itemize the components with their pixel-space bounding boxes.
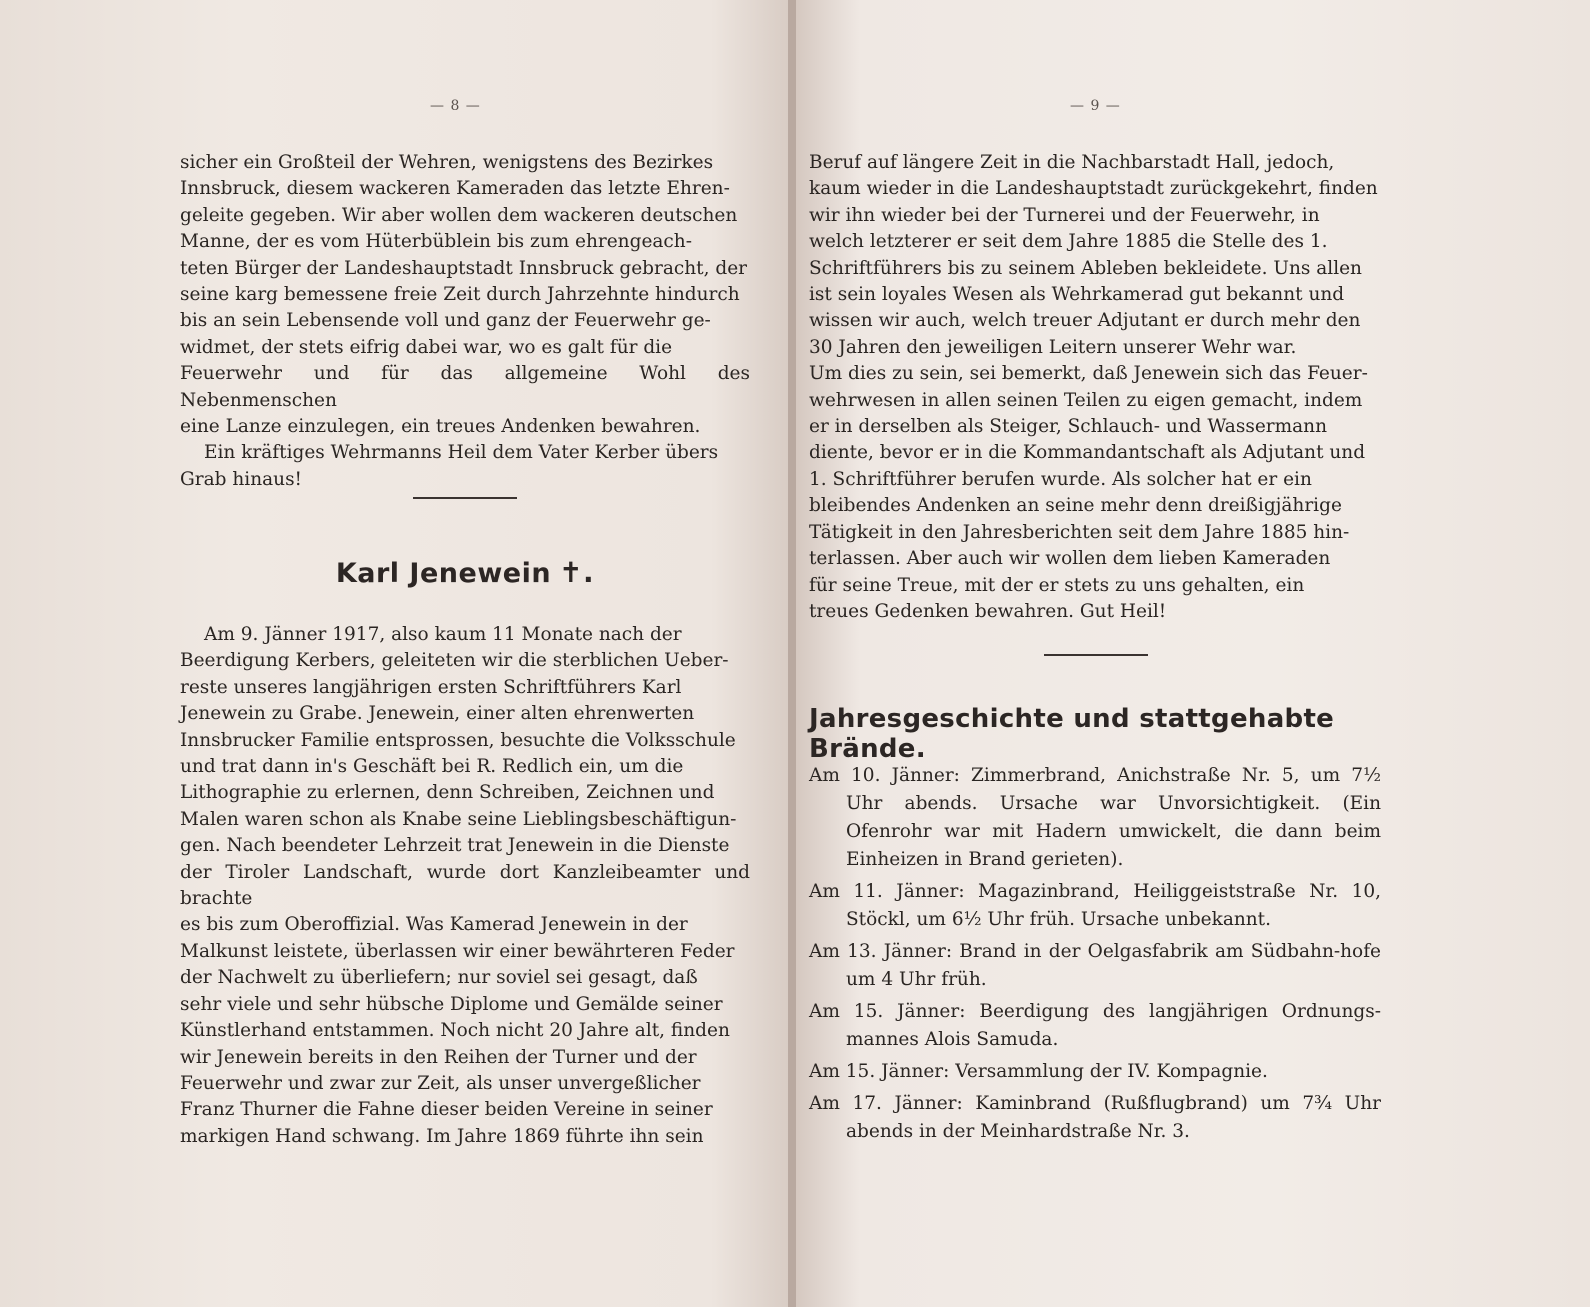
text-line: bleibendes Andenken an seine mehr denn dreißigjährige xyxy=(809,495,1342,517)
text-line: wir Jenewein bereits in den Reihen der Turner und der xyxy=(180,1046,697,1068)
text-line: Schriftführers bis zu seinem Ableben bekleidete. Uns allen xyxy=(809,257,1362,279)
text-line: terlassen. Aber auch wir wollen dem lieben Kameraden xyxy=(809,548,1331,570)
page-number-right: — 9 — xyxy=(1070,98,1121,114)
text-line: Lithographie zu erlernen, denn Schreiben, Zeichnen und xyxy=(180,782,715,804)
text-line: gen. Nach beendeter Lehrzeit trat Jenewein in die Dienste xyxy=(180,835,730,857)
text-line: teten Bürger der Landeshauptstadt Innsbruck gebracht, der xyxy=(180,257,748,279)
chronicle-entry: Am 13. Jänner: Brand in der Oelgasfabrik am Südbahn-hofe um 4 Uhr früh. xyxy=(809,941,1381,990)
text-line: Am 9. Jänner 1917, also kaum 11 Monate nach der xyxy=(204,624,682,645)
text-line: wissen wir auch, welch treuer Adjutant er durch mehr den xyxy=(809,310,1361,332)
text-line: wehrwesen in allen seinen Teilen zu eigen gemacht, indem xyxy=(809,389,1363,411)
text-line: markigen Hand schwang. Im Jahre 1869 führte ihn sein xyxy=(180,1125,704,1147)
text-line: reste unseres langjährigen ersten Schriftführers Karl xyxy=(180,676,682,698)
text-line: Ein kräftiges Wehrmanns Heil dem Vater Kerber übers xyxy=(204,442,719,464)
left-page xyxy=(0,0,790,1307)
text-line: sicher ein Großteil der Wehren, wenigstens des Bezirkes xyxy=(180,152,714,173)
text-line: Jenewein zu Grabe. Jenewein, einer alten ehrenwerten xyxy=(180,703,695,725)
text-line: Franz Thurner die Fahne dieser beiden Vereine in seiner xyxy=(180,1099,713,1121)
right-page xyxy=(796,0,1590,1307)
obituary-title: Karl Jenewein xyxy=(335,558,552,589)
text-line: widmet, der stets eifrig dabei war, wo es galt für die xyxy=(180,336,673,358)
text-line: kaum wieder in die Landeshauptstadt zurückgekehrt, finden xyxy=(809,178,1378,200)
text-line: welch letzterer er seit dem Jahre 1885 die Stelle des 1. xyxy=(809,231,1328,253)
obituary-heading xyxy=(180,556,750,589)
text-line: seine karg bemessene freie Zeit durch Jahrzehnte hindurch xyxy=(180,284,740,306)
chronicle-entries xyxy=(809,762,1381,1150)
text-line: der Nachwelt zu überliefern; nur soviel sei gesagt, daß xyxy=(180,967,698,989)
text-line: 30 Jahren den jeweiligen Leitern unserer Wehr war. xyxy=(809,336,1297,358)
text-line: Manne, der es vom Hüterbüblein bis zum ehrengeach- xyxy=(180,231,692,253)
chronicle-entry: Am 15. Jänner: Beerdigung des langjährigen Ordnungs-mannes Alois Samuda. xyxy=(809,1001,1381,1050)
text-line: treues Gedenken bewahren. Gut Heil! xyxy=(809,600,1167,622)
text-line: sehr viele und sehr hübsche Diplome und Gemälde seiner xyxy=(180,993,723,1015)
text-line: Malkunst leistete, überlassen wir einer bewährteren Feder xyxy=(180,940,735,962)
text-line: Grab hinaus! xyxy=(180,468,302,490)
text-line: Um dies zu sein, sei bemerkt, daß Jenewein sich das Feuer- xyxy=(809,363,1368,385)
text-line: diente, bevor er in die Kommandantschaft als Adjutant und xyxy=(809,442,1366,464)
chronicle-entry: Am 11. Jänner: Magazinbrand, Heiliggeiststraße Nr. 10, Stöckl, um 6½ Uhr früh. Ursache unbekannt. xyxy=(809,881,1381,930)
text-line: wir ihn wieder bei der Turnerei und der Feuerwehr, in xyxy=(809,204,1320,226)
text-line: Innsbruck, diesem wackeren Kameraden das letzte Ehren- xyxy=(180,178,730,200)
chronicle-heading: Jahresgeschichte und stattgehabte Brände. xyxy=(809,704,1335,764)
text-line: der Tiroler Landschaft, wurde dort Kanzleibeamter und brachte xyxy=(180,861,750,910)
chronicle-entry: Am 17. Jänner: Kaminbrand (Rußflugbrand) um 7¾ Uhr abends in der Meinhardstraße Nr. 3. xyxy=(809,1093,1381,1142)
text-line: 1. Schriftführer berufen wurde. Als solcher hat er ein xyxy=(809,468,1312,490)
text-line: für seine Treue, mit der er stets zu uns gehalten, ein xyxy=(809,574,1305,596)
text-line: Beruf auf längere Zeit in die Nachbarstadt Hall, jedoch, xyxy=(809,152,1335,173)
text-line: Beerdigung Kerbers, geleiteten wir die sterblichen Ueber- xyxy=(180,650,729,672)
page-number-left: — 8 — xyxy=(430,98,481,114)
text-line: und trat dann in's Geschäft bei R. Redlich ein, um die xyxy=(180,756,684,778)
chronicle-entry: Am 15. Jänner: Versammlung der IV. Kompagnie. xyxy=(809,1061,1268,1082)
text-line: Feuerwehr und für das allgemeine Wohl des Nebenmenschen xyxy=(180,363,750,411)
obituary-kerber-continuation xyxy=(180,150,750,493)
text-line: ist sein loyales Wesen als Wehrkamerad gut bekannt und xyxy=(809,284,1345,306)
text-line: Innsbrucker Familie entsprossen, besuchte die Volksschule xyxy=(180,729,736,751)
text-line: bis an sein Lebensende voll und ganz der Feuerwehr ge- xyxy=(180,310,711,332)
text-line: Feuerwehr und zwar zur Zeit, als unser unvergeßlicher xyxy=(180,1072,701,1094)
text-line: Malen waren schon als Knabe seine Lieblingsbeschäftigun- xyxy=(180,808,737,830)
text-line: es bis zum Oberoffizial. Was Kamerad Jenewein in der xyxy=(180,914,688,936)
text-line: Tätigkeit in den Jahresberichten seit dem Jahre 1885 hin- xyxy=(809,521,1350,543)
text-line: er in derselben als Steiger, Schlauch- und Wassermann xyxy=(809,416,1328,438)
chronicle-entry: Am 10. Jänner: Zimmerbrand, Anichstraße Nr. 5, um 7½ Uhr abends. Ursache war Unvorsichtigkeit. (Ein Ofenrohr war mit Hadern umwickelt, die dann beim Einheizen in Brand gerieten). xyxy=(809,765,1381,870)
death-cross-icon: ✝. xyxy=(559,556,595,589)
section-divider xyxy=(413,497,517,499)
obituary-jenewein-continuation xyxy=(809,150,1381,625)
text-line: Künstlerhand entstammen. Noch nicht 20 Jahre alt, finden xyxy=(180,1020,730,1042)
section-divider xyxy=(1044,654,1148,656)
obituary-jenewein-text xyxy=(180,622,750,1150)
text-line: geleite gegeben. Wir aber wollen dem wackeren deutschen xyxy=(180,204,738,226)
text-line: eine Lanze einzulegen, ein treues Andenken bewahren. xyxy=(180,416,701,438)
